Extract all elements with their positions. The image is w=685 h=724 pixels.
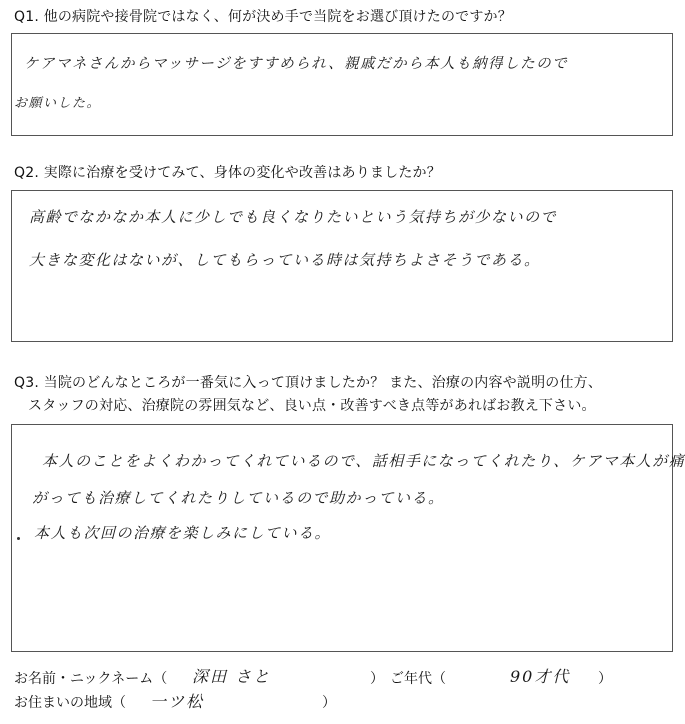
area-label: お住まいの地域（ [14,695,126,711]
name-value: 深田 さと [192,667,272,686]
question-3-label-line-1: Q3. 当院のどんなところが一番気に入って頂けましたか？ また、治療の内容や説明の仕方、 [14,375,603,391]
name-label: お名前・ニックネーム（ [14,671,168,687]
age-label: ご年代（ [390,671,446,687]
question-3-answer-line-1: 本人のことをよくわかってくれているので、話相手になってくれたり、ケアマ本人が痛 [42,452,685,470]
question-3-label [14,374,602,415]
name-close-paren: ） [370,671,384,687]
question-2-answer-box [11,190,673,342]
question-1-answer-line-1: ケアマネさんからマッサージをすすめられ、親戚だから本人も納得したので [24,56,569,72]
area-close-paren: ） [322,695,336,711]
question-1-answer-line-2: お願いした。 [14,96,102,111]
stray-mark [17,537,20,540]
question-2-answer-line-2: 大きな変化はないが、してもらっている時は気持ちよさそうである。 [29,251,541,269]
question-2-answer-line-1: 高齢でなかなか本人に少しでも良くなりたいという気持ちが少ないので [29,208,558,226]
age-close-paren: ） [598,671,612,687]
question-1-label: Q1. 他の病院や接骨院ではなく、何が決め手で当院をお選び頂けたのですか？ [14,9,512,25]
question-3-label-line-2: スタッフの対応、治療院の雰囲気など、良い点・改善すべき点等があればお教え下さい。 [28,398,596,414]
question-1-answer-box [11,33,673,136]
question-3-answer-line-2: がっても治療してくれたりしているので助かっている。 [32,489,445,507]
area-value: 一ツ松 [150,692,205,711]
age-value: 90才代 [510,667,571,686]
question-3-answer-line-3: 本人も次回の治療を楽しみにしている。 [34,524,332,542]
question-3-answer-box [11,424,685,652]
question-2-label: Q2. 実際に治療を受けてみて、身体の変化や改善はありましたか？ [14,165,441,181]
